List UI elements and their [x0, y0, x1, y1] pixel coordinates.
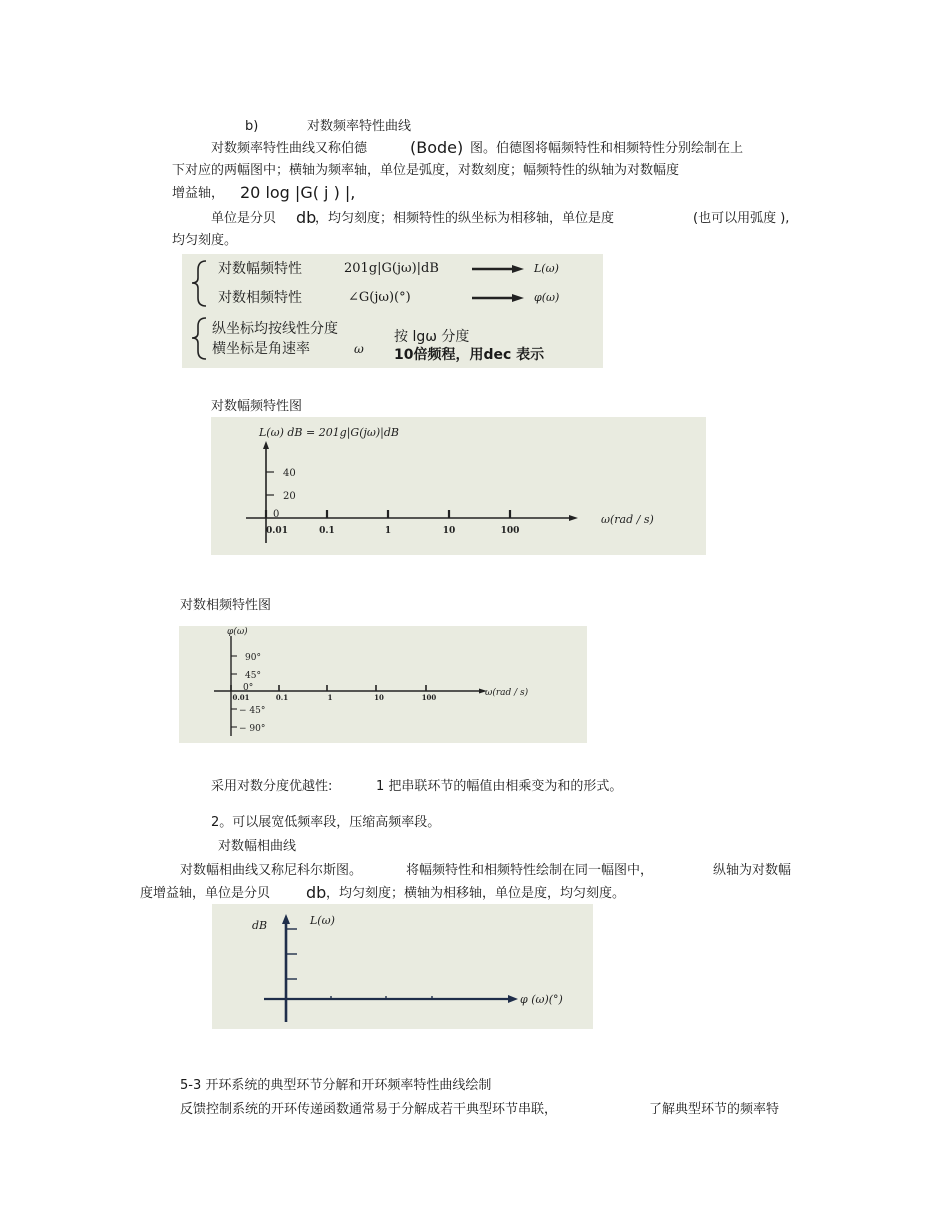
mag-x-label: ω(rad / s): [601, 513, 654, 526]
mag-y-tick-label: 20: [283, 491, 296, 502]
nichols-line-1c: 纵轴为对数幅: [713, 863, 792, 878]
phase-formula: ∠G(jω)(°): [348, 290, 411, 305]
advantages-line-2: 2。可以展宽低频率段，压缩高频率段。: [211, 815, 441, 830]
mag-x-arrow: [569, 515, 578, 521]
brace-top: [192, 261, 206, 306]
mag-x-tick-label: 0.1: [319, 526, 335, 536]
nichols-line-1b: 将幅频特性和相频特性绘制在同一幅图中，: [406, 863, 654, 878]
nichols-y-arrow: [282, 914, 290, 924]
phase-x-tick-label: 100: [421, 693, 437, 702]
advantages-line-1b: 1 把串联环节的幅值由相乘变为和的形式。: [376, 779, 623, 794]
arrowhead-mag: [512, 265, 524, 273]
mag-plot-title: L(ω) dB = 201g|G(jω)|dB: [259, 426, 400, 439]
mag-plot: [211, 417, 706, 555]
nichols-y-unit: dB: [252, 919, 268, 932]
phase-y-tick-label: 90°: [245, 653, 261, 663]
intro-line-4d: (也可以用弧度 ),: [693, 211, 790, 226]
mag-plot-caption: 对数幅频特性图: [211, 399, 303, 414]
intro-line-4b: db: [296, 208, 317, 227]
section-5-3-line-1a: 反馈控制系统的开环传递函数通常易于分解成若干典型环节串联，: [180, 1102, 558, 1117]
nichols-heading: 对数幅相曲线: [218, 839, 297, 854]
phase-y-tick-label: − 90°: [239, 724, 266, 734]
nichols-plot: [212, 904, 593, 1029]
section-title: 对数频率特性曲线: [307, 119, 412, 134]
section-label: b): [245, 119, 259, 134]
ordinate-line: 纵坐标均按线性分度: [212, 321, 338, 337]
phase-plot: [179, 626, 587, 743]
mag-plot-svg: [211, 417, 706, 555]
nichols-line-2c: ，均匀刻度；横轴为相移轴，单位是度，均匀刻度。: [326, 886, 626, 901]
mag-formula: 201g|G(jω)|dB: [344, 261, 439, 276]
phase-plot-caption: 对数相频特性图: [180, 598, 272, 613]
phase-x-tick-label: 1: [327, 693, 333, 702]
definition-box: [182, 254, 603, 368]
mag-x-tick-label: 0.01: [266, 526, 288, 536]
section-5-3-line-1b: 了解典型环节的频率特: [649, 1102, 780, 1117]
phase-x-tick-label: 0.01: [232, 693, 250, 702]
decade-line: 10倍频程，用dec 表示: [394, 347, 545, 363]
intro-line-3b: 20 log |G( j ) |,: [240, 183, 356, 202]
intro-line-3a: 增益轴，: [172, 186, 225, 201]
phase-y-label: φ(ω): [227, 627, 248, 637]
phase-y-tick-label: − 45°: [239, 706, 266, 716]
mag-y-arrow: [263, 441, 269, 449]
mag-label: 对数幅频特性: [218, 261, 302, 277]
mag-symbol: L(ω): [534, 262, 559, 275]
section-5-3-title: 5-3 开环系统的典型环节分解和开环频率特性曲线绘制: [180, 1078, 492, 1093]
phase-label: 对数相频特性: [218, 290, 302, 306]
nichols-plot-svg: [212, 904, 593, 1029]
mag-y-tick-label: 0: [273, 509, 280, 520]
phase-x-label: ω(rad / s): [485, 688, 529, 698]
log-scale-line: 按 lgω 分度: [394, 329, 470, 345]
abscissa-line: 横坐标是角速率: [212, 341, 310, 357]
phase-y-tick-label: 0°: [243, 683, 254, 693]
nichols-y-label: L(ω): [310, 914, 335, 927]
intro-line-5: 均匀刻度。: [172, 233, 238, 248]
arrowhead-phase: [512, 294, 524, 302]
nichols-line-1a: 对数幅相曲线又称尼科尔斯图。: [180, 863, 363, 878]
nichols-line-2b: db: [306, 883, 327, 902]
nichols-x-arrow: [508, 995, 518, 1003]
phase-symbol: φ(ω): [534, 291, 560, 304]
nichols-x-label: φ (ω)(°): [520, 993, 563, 1006]
mag-x-tick-label: 100: [500, 526, 520, 536]
mag-y-tick-label: 40: [283, 468, 296, 479]
phase-x-tick-label: 0.1: [275, 693, 289, 702]
advantages-line-1a: 采用对数分度优越性:: [211, 779, 333, 794]
intro-line-1b: (Bode): [410, 138, 464, 157]
intro-line-1c: 图。伯德图将幅频特性和相频特性分别绘制在上: [470, 141, 744, 156]
omega-symbol: ω: [354, 342, 364, 356]
intro-line-4c: ，均匀刻度；相频特性的纵坐标为相移轴，单位是度: [315, 211, 615, 226]
intro-line-4a: 单位是分贝: [211, 211, 277, 226]
mag-x-tick-label: 1: [384, 526, 392, 536]
phase-x-tick-label: 10: [374, 693, 384, 702]
brace-bottom: [192, 318, 206, 359]
nichols-line-2a: 度增益轴，单位是分贝: [140, 886, 271, 901]
phase-y-tick-label: 45°: [245, 671, 261, 681]
intro-line-2: 下对应的两幅图中；横轴为频率轴，单位是弧度，对数刻度；幅频特性的纵轴为对数幅度: [172, 163, 680, 178]
intro-line-1a: 对数频率特性曲线又称伯德: [211, 141, 368, 156]
mag-x-tick-label: 10: [442, 526, 456, 536]
phase-plot-svg: [179, 626, 587, 743]
